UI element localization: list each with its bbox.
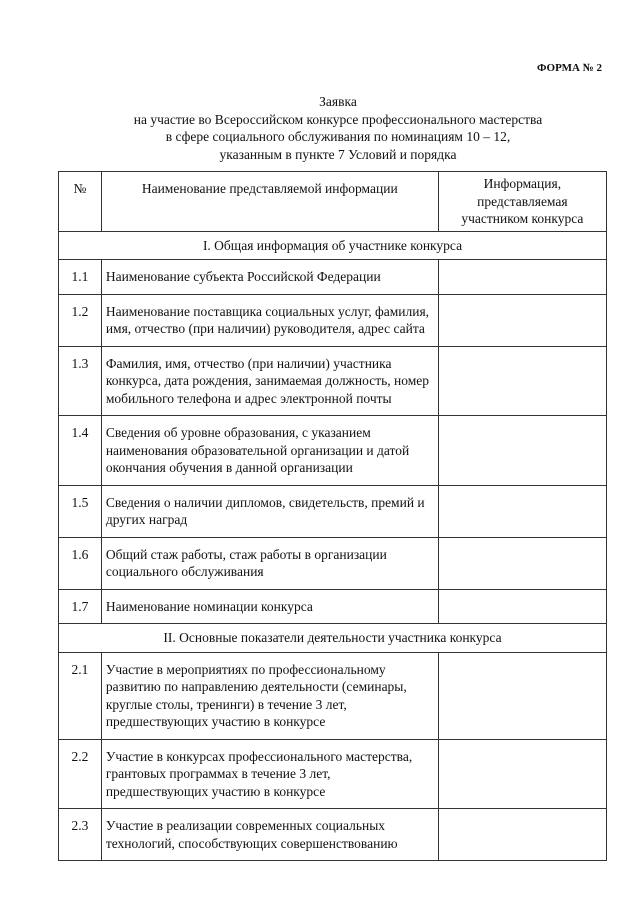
row-text: Общий стаж работы, стаж работы в организации социального обслуживания	[101, 537, 438, 589]
row-text: Фамилия, имя, отчество (при наличии) участника конкурса, дата рождения, занимаемая должность, номер мобильного телефона и адрес электронной почты	[101, 346, 438, 416]
header-num: №	[59, 172, 102, 232]
row-text: Сведения о наличии дипломов, свидетельств, премий и других наград	[101, 485, 438, 537]
header-info: Информация, представляемая участником конкурса	[438, 172, 606, 232]
row-info-cell[interactable]	[438, 809, 606, 861]
row-text: Наименование поставщика социальных услуг, фамилия, имя, отчество (при наличии) руководителя, адрес сайта	[101, 294, 438, 346]
row-info-cell[interactable]	[438, 589, 606, 624]
table-row	[59, 485, 607, 537]
row-text: Участие в реализации современных социальных технологий, способствующих совершенствованию	[101, 809, 438, 861]
heading-title: Заявка	[319, 94, 357, 109]
application-table	[58, 171, 607, 861]
row-info-cell[interactable]	[438, 537, 606, 589]
section-row	[59, 624, 607, 653]
table-row	[59, 652, 607, 739]
table-row	[59, 739, 607, 809]
heading-line-4: указанным в пункте 7 Условий и порядка	[219, 146, 457, 162]
row-info-cell[interactable]	[438, 294, 606, 346]
row-text: Участие в конкурсах профессионального мастерства, грантовых программах в течение 3 лет, предшествующих участию в конкурсе	[101, 739, 438, 809]
row-num: 1.7	[59, 589, 102, 624]
row-num: 1.4	[59, 416, 102, 486]
row-text: Сведения об уровне образования, с указанием наименования образовательной организации и датой окончания обучения в данной организации	[101, 416, 438, 486]
row-info-cell[interactable]	[438, 346, 606, 416]
table-row	[59, 346, 607, 416]
row-num: 2.2	[59, 739, 102, 809]
table-row	[59, 416, 607, 486]
row-num: 1.2	[59, 294, 102, 346]
row-text: Наименование номинации конкурса	[101, 589, 438, 624]
table-row	[59, 537, 607, 589]
section-row	[59, 231, 607, 260]
section-2-title: II. Основные показатели деятельности участника конкурса	[59, 624, 607, 653]
row-info-cell[interactable]	[438, 652, 606, 739]
row-num: 1.6	[59, 537, 102, 589]
section-1-title: I. Общая информация об участнике конкурса	[59, 231, 607, 260]
row-num: 2.1	[59, 652, 102, 739]
row-num: 1.3	[59, 346, 102, 416]
row-info-cell[interactable]	[438, 416, 606, 486]
table-row	[59, 294, 607, 346]
row-info-cell[interactable]	[438, 485, 606, 537]
row-num: 2.3	[59, 809, 102, 861]
table-header-row	[59, 172, 607, 232]
table-row	[59, 260, 607, 295]
row-num: 1.5	[59, 485, 102, 537]
form-number-label: ФОРМА № 2	[536, 62, 602, 74]
row-info-cell[interactable]	[438, 739, 606, 809]
row-num: 1.1	[59, 260, 102, 295]
document-heading	[88, 93, 588, 163]
row-text: Участие в мероприятиях по профессиональному развитию по направлению деятельности (семинары, круглые столы, тренинги) в течение 3 лет, предшествующих участию в конкурсе	[101, 652, 438, 739]
row-info-cell[interactable]	[438, 260, 606, 295]
table-row	[59, 809, 607, 861]
heading-line-3: в сфере социального обслуживания по номинациям 10 – 12,	[165, 129, 511, 144]
row-text: Наименование субъекта Российской Федерации	[101, 260, 438, 295]
header-name: Наименование представляемой информации	[101, 172, 438, 232]
heading-line-2: на участие во Всероссийском конкурсе профессионального мастерства	[133, 111, 543, 127]
table-row	[59, 589, 607, 624]
